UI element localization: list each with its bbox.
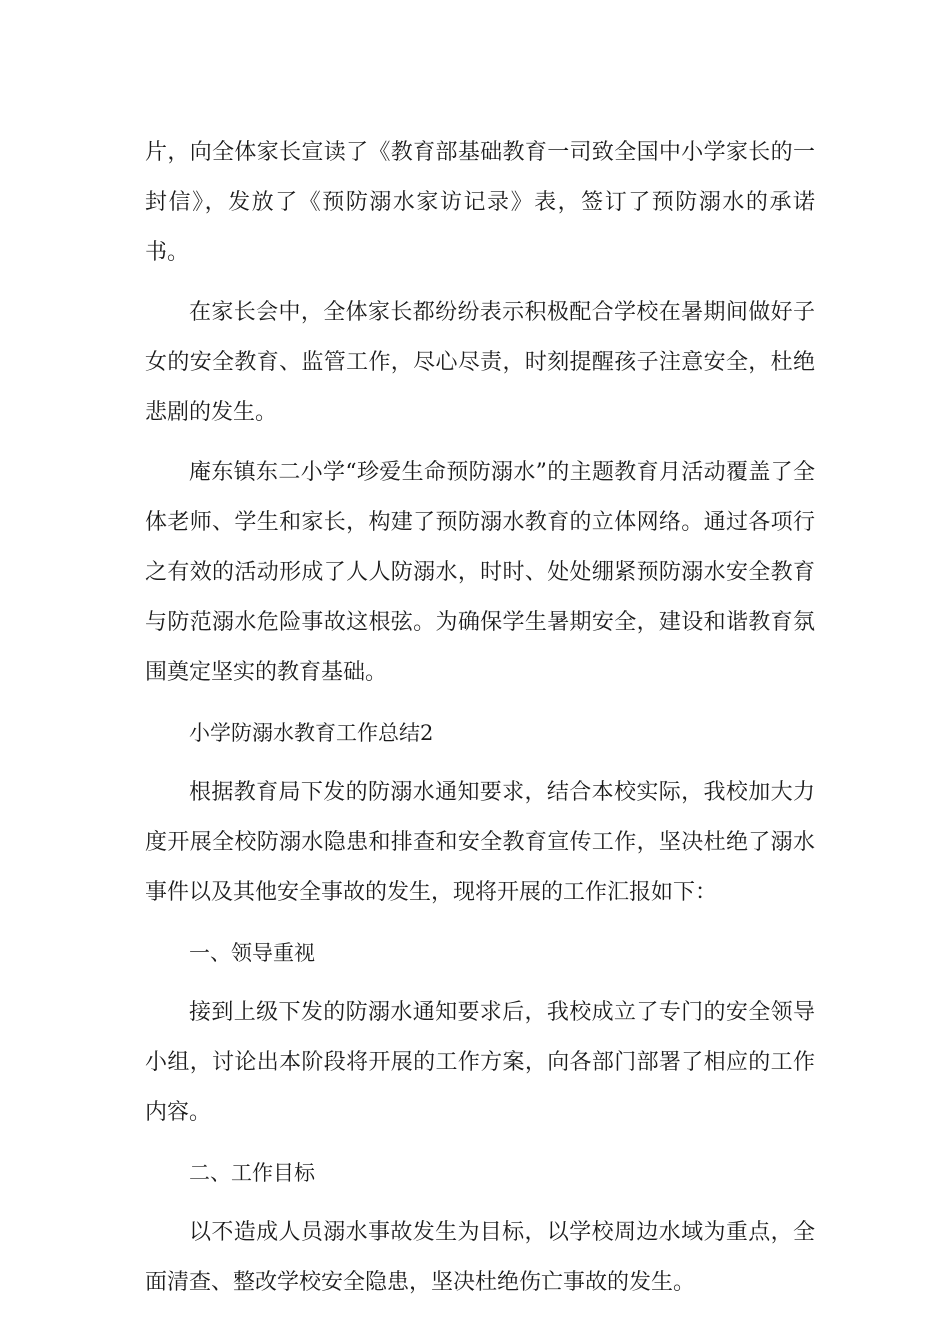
paragraph: 接到上级下发的防溺水通知要求后，我校成立了专门的安全领导小组，讨论出本阶段将开展的工作方案，向各部门部署了相应的工作内容。 (145, 1000, 815, 1125)
paragraph: 以不造成人员溺水事故发生为目标，以学校周边水域为重点，全面清查、整改学校安全隐患，坚决杜绝伤亡事故的发生。 (145, 1220, 815, 1295)
paragraph-continued: 片，向全体家长宣读了《教育部基础教育一司致全国中小学家长的一封信》，发放了《预防溺水家访记录》表，签订了预防溺水的承诺书。 (145, 140, 815, 265)
document-body (145, 128, 815, 1308)
section-heading: 一、领导重视 (189, 941, 315, 965)
paragraph: 在家长会中，全体家长都纷纷表示积极配合学校在暑期间做好子女的安全教育、监管工作，尽心尽责，时刻提醒孩子注意安全，杜绝悲剧的发生。 (145, 300, 815, 425)
paragraph: 庵东镇东二小学“珍爱生命预防溺水”的主题教育月活动覆盖了全体老师、学生和家长，构建了预防溺水教育的立体网络。通过各项行之有效的活动形成了人人防溺水，时时、处处绷紧预防溺水安全教育与防范溺水危险事故这根弦。为确保学生暑期安全，建设和谐教育氛围奠定坚实的教育基础。 (145, 460, 815, 685)
section-heading: 二、工作目标 (189, 1161, 315, 1185)
paragraph: 根据教育局下发的防溺水通知要求，结合本校实际，我校加大力度开展全校防溺水隐患和排查和安全教育宣传工作，坚决杜绝了溺水事件以及其他安全事故的发生，现将开展的工作汇报如下： (145, 780, 815, 905)
section-title: 小学防溺水教育工作总结2 (189, 721, 434, 745)
